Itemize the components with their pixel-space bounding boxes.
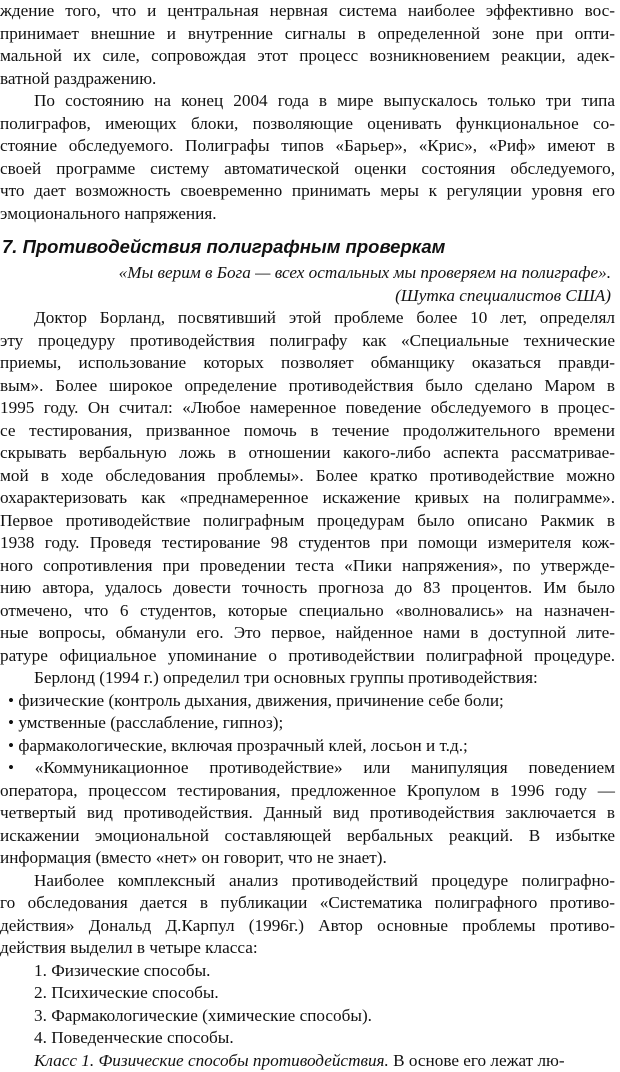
list-item: 1. Физические способы. bbox=[0, 960, 615, 983]
text-line: ратуре официальное упоминание о противодействии полиграфной процедуре. bbox=[0, 645, 615, 668]
text-line: отмечено, что 6 студентов, которые специально «волновались» на назначен- bbox=[0, 600, 615, 623]
text-line: информация (вместо «нет» он говорит, что не знает). bbox=[0, 847, 615, 870]
text-line: принимает внешние и внутренние сигналы в определенной зоне при опти- bbox=[0, 23, 615, 46]
text-line: вым». Более широкое определение противодействия было сделано Маром в bbox=[0, 375, 615, 398]
text-line: 1995 году. Он считал: «Любое намеренное поведение обследуемого в процес- bbox=[0, 397, 615, 420]
epigraph-source: (Шутка специалистов США) bbox=[0, 285, 615, 308]
text-line: эмоционального напряжения. bbox=[0, 203, 615, 226]
list-item: • умственные (расслабление, гипноз); bbox=[0, 712, 615, 735]
text-line: нию автора, удалось довести точность прогноза до 83 процентов. Им было bbox=[0, 577, 615, 600]
text-line: Доктор Борланд, посвятивший этой проблеме более 10 лет, определял bbox=[0, 307, 615, 330]
class1-title: Класс 1. Физические способы противодействия. bbox=[34, 1051, 389, 1070]
class1-paragraph bbox=[0, 1050, 615, 1072]
berlond-list bbox=[0, 667, 615, 757]
text-line: приемы, использование которых позволяет обманщику оказаться правди- bbox=[0, 352, 615, 375]
section-heading: 7. Противодействия полиграфным проверкам bbox=[0, 234, 615, 260]
list-item: 4. Поведенческие способы. bbox=[0, 1027, 615, 1050]
text-line: Первое противодействие полиграфным процедурам было описано Ракмик в bbox=[0, 510, 615, 533]
text-line: действия» Дональд Д.Карпул (1996г.) Автор основные проблемы противо- bbox=[0, 915, 615, 938]
intro-paragraph bbox=[0, 0, 615, 90]
text-line: эту процедуру противодействия полиграфу как «Специальные технические bbox=[0, 330, 615, 353]
class1-text: В основе его лежат лю- bbox=[389, 1051, 565, 1070]
text-line: По состоянию на конец 2004 года в мире выпускалось только три типа bbox=[0, 90, 615, 113]
text-line: мальной их силе, сопровождая этот процесс возникновением реакции, адек- bbox=[0, 45, 615, 68]
text-line: се тестирования, призванное помочь в течение продолжительного времени bbox=[0, 420, 615, 443]
epigraph bbox=[0, 262, 615, 307]
text-line: ватной раздражению. bbox=[0, 68, 615, 91]
text-line: действия выделил в четыре класса: bbox=[0, 937, 615, 960]
text-line: что дает возможность своевременно принимать меры к регуляции уровня его bbox=[0, 180, 615, 203]
paragraph-kropul bbox=[0, 757, 615, 870]
text-line: Наиболее комплексный анализ противодействий процедуре полиграфно- bbox=[0, 870, 615, 893]
text-line: го обследования дается в публикации «Систематика полиграфного противо- bbox=[0, 892, 615, 915]
text-line: полиграфов, имеющих блоки, позволяющие оценивать функциональное со- bbox=[0, 113, 615, 136]
text-line: охарактеризовать как «преднамеренное искажение кривых на полиграмме». bbox=[0, 487, 615, 510]
text-line: оператора, процессом тестирования, предложенное Кропулом в 1996 году — bbox=[0, 780, 615, 803]
list-item: 3. Фармакологические (химические способы). bbox=[0, 1005, 615, 1028]
text-line: ждение того, что и центральная нервная система наиболее эффективно вос- bbox=[0, 0, 615, 23]
text-line: мой в ходе обследования проблемы». Более кратко противодействие можно bbox=[0, 465, 615, 488]
text-line: искажении эмоциональной составляющей вербальных реакций. В избытке bbox=[0, 825, 615, 848]
text-line: • «Коммуникационное противодействие» или манипуляция поведением bbox=[0, 757, 615, 780]
text-line: четвертый вид противодействия. Данный вид противодействия заключается в bbox=[0, 802, 615, 825]
text-line: стояние обследуемого. Полиграфы типов «Барьер», «Крис», «Риф» имеют в bbox=[0, 135, 615, 158]
text-line: 1938 году. Проведя тестирование 98 студентов при помощи измерителя кож- bbox=[0, 532, 615, 555]
text-line: ного сопротивления при проведении теста «Пики напряжения», по утвержде- bbox=[0, 555, 615, 578]
list-item: 2. Психические способы. bbox=[0, 982, 615, 1005]
paragraph-karpul bbox=[0, 870, 615, 960]
paragraph-borland bbox=[0, 307, 615, 667]
list-item: • фармакологические, включая прозрачный клей, лосьон и т.д.; bbox=[0, 735, 615, 758]
paragraph-2004 bbox=[0, 90, 615, 225]
text-line: ные вопросы, обманули его. Это первое, найденное нами в доступной лите- bbox=[0, 622, 615, 645]
classes-list bbox=[0, 960, 615, 1050]
list-intro: Берлонд (1994 г.) определил три основных группы противодействия: bbox=[0, 667, 615, 690]
text-line: скрывать вербальную ложь в отношении какого-либо аспекта рассматривае- bbox=[0, 442, 615, 465]
text-line bbox=[0, 1050, 615, 1072]
epigraph-quote: «Мы верим в Бога — всех остальных мы проверяем на полиграфе». bbox=[0, 262, 615, 285]
text-line: своей программе систему автоматической оценки состояния обследуемого, bbox=[0, 158, 615, 181]
list-item: • физические (контроль дыхания, движения, причинение себе боли; bbox=[0, 690, 615, 713]
